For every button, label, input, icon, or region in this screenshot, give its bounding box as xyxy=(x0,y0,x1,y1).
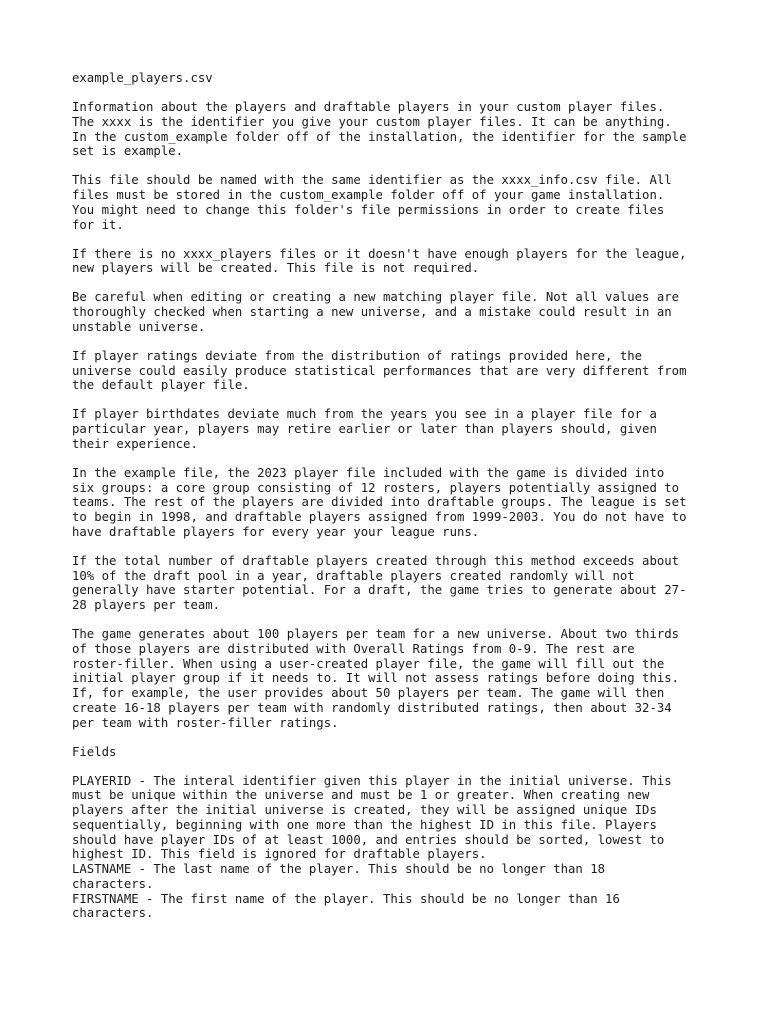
paragraph-6 xyxy=(72,407,712,451)
text-line: create 16-18 players per team with randomly distributed ratings, then about 32-34 xyxy=(72,700,672,715)
text-line: If player ratings deviate from the distribution of ratings provided here, the xyxy=(72,348,643,363)
text-line: unstable universe. xyxy=(72,319,206,334)
text-line: Information about the players and draftable players in your custom player files. xyxy=(72,100,665,114)
text-line: If there is no xxxx_players files or it doesn't have enough players for the league, xyxy=(72,246,687,261)
field-line: FIRSTNAME - The first name of the player. This should be no longer than 16 xyxy=(72,891,620,906)
text-line: This file should be named with the same identifier as the xxxx_info.csv file. All xyxy=(72,173,672,188)
text-line: of those players are distributed with Overall Ratings from 0-9. The rest are xyxy=(72,641,635,656)
field-line: characters. xyxy=(72,906,154,921)
text-line: 10% of the draft pool in a year, draftable players created randomly will not xyxy=(72,568,635,583)
document-title: example_players.csv xyxy=(72,71,213,85)
text-line: six groups: a core group consisting of 12 rosters, players potentially assigned to xyxy=(72,480,680,495)
text-line: If the total number of draftable players created through this method exceeds about xyxy=(72,553,680,568)
field-line: should have player IDs of at least 1000, and entries should be sorted, lowest to xyxy=(72,832,665,847)
text-line: In the custom_example folder off of the installation, the identifier for the sample xyxy=(72,129,687,144)
text-line: files must be stored in the custom_example folder off of your game installation. xyxy=(72,188,665,202)
text-line: If, for example, the user provides about 50 players per team. The game will then xyxy=(72,686,665,700)
paragraph-4 xyxy=(72,290,712,334)
text-line: new players will be created. This file is not required. xyxy=(72,261,480,276)
field-line: LASTNAME - The last name of the player. This should be no longer than 18 xyxy=(72,862,606,876)
text-line: universe could easily produce statistical performances that are very different from xyxy=(72,363,687,378)
text-line: 28 players per team. xyxy=(72,598,221,612)
document-body xyxy=(72,71,712,921)
text-line: their experience. xyxy=(72,436,198,451)
text-line: particular year, players may retire earlier or later than players should, given xyxy=(72,422,657,436)
text-line: The xxxx is the identifier you give your custom player files. It can be anything. xyxy=(72,114,672,129)
fields-heading: Fields xyxy=(72,744,117,759)
text-line: generally have starter potential. For a draft, the game tries to generate about 27- xyxy=(72,583,687,598)
field-line: highest ID. This field is ignored for draftable players. xyxy=(72,847,487,862)
text-line: The game generates about 100 players per team for a new universe. About two thirds xyxy=(72,627,680,641)
text-line: initial player group if it needs to. It will not assess ratings before doing this. xyxy=(72,671,680,686)
text-line: have draftable players for every year your league runs. xyxy=(72,524,480,539)
text-line: In the example file, the 2023 player file included with the game is divided into xyxy=(72,465,665,480)
paragraph-1 xyxy=(72,100,712,159)
text-line: You might need to change this folder's file permissions in order to create files xyxy=(72,202,665,217)
paragraph-5 xyxy=(72,349,712,393)
text-line: teams. The rest of the players are divided into draftable groups. The league is set xyxy=(72,495,687,510)
field-line: characters. xyxy=(72,876,154,891)
text-line: for it. xyxy=(72,217,124,232)
paragraph-9 xyxy=(72,627,712,730)
field-line: players after the initial universe is created, they will be assigned unique IDs xyxy=(72,803,657,817)
fields-list xyxy=(72,774,712,922)
text-line: thoroughly checked when starting a new universe, and a mistake could result in an xyxy=(72,305,672,319)
paragraph-3 xyxy=(72,247,712,277)
text-line: roster-filler. When using a user-created player file, the game will fill out the xyxy=(72,656,665,671)
text-line: per team with roster-filler ratings. xyxy=(72,715,339,730)
paragraph-8 xyxy=(72,554,712,613)
paragraph-7 xyxy=(72,466,712,540)
field-line: PLAYERID - The interal identifier given this player in the initial universe. This xyxy=(72,773,672,788)
text-line: to begin in 1998, and draftable players assigned from 1999-2003. You do not have to xyxy=(72,510,687,524)
field-line: must be unique within the universe and must be 1 or greater. When creating new xyxy=(72,788,650,803)
text-line: set is example. xyxy=(72,144,184,159)
text-line: If player birthdates deviate much from the years you see in a player file for a xyxy=(72,407,657,422)
paragraph-2 xyxy=(72,173,712,232)
text-line: the default player file. xyxy=(72,378,250,393)
text-line: Be careful when editing or creating a new matching player file. Not all values are xyxy=(72,290,680,305)
field-line: sequentially, beginning with one more than the highest ID in this file. Players xyxy=(72,817,657,832)
